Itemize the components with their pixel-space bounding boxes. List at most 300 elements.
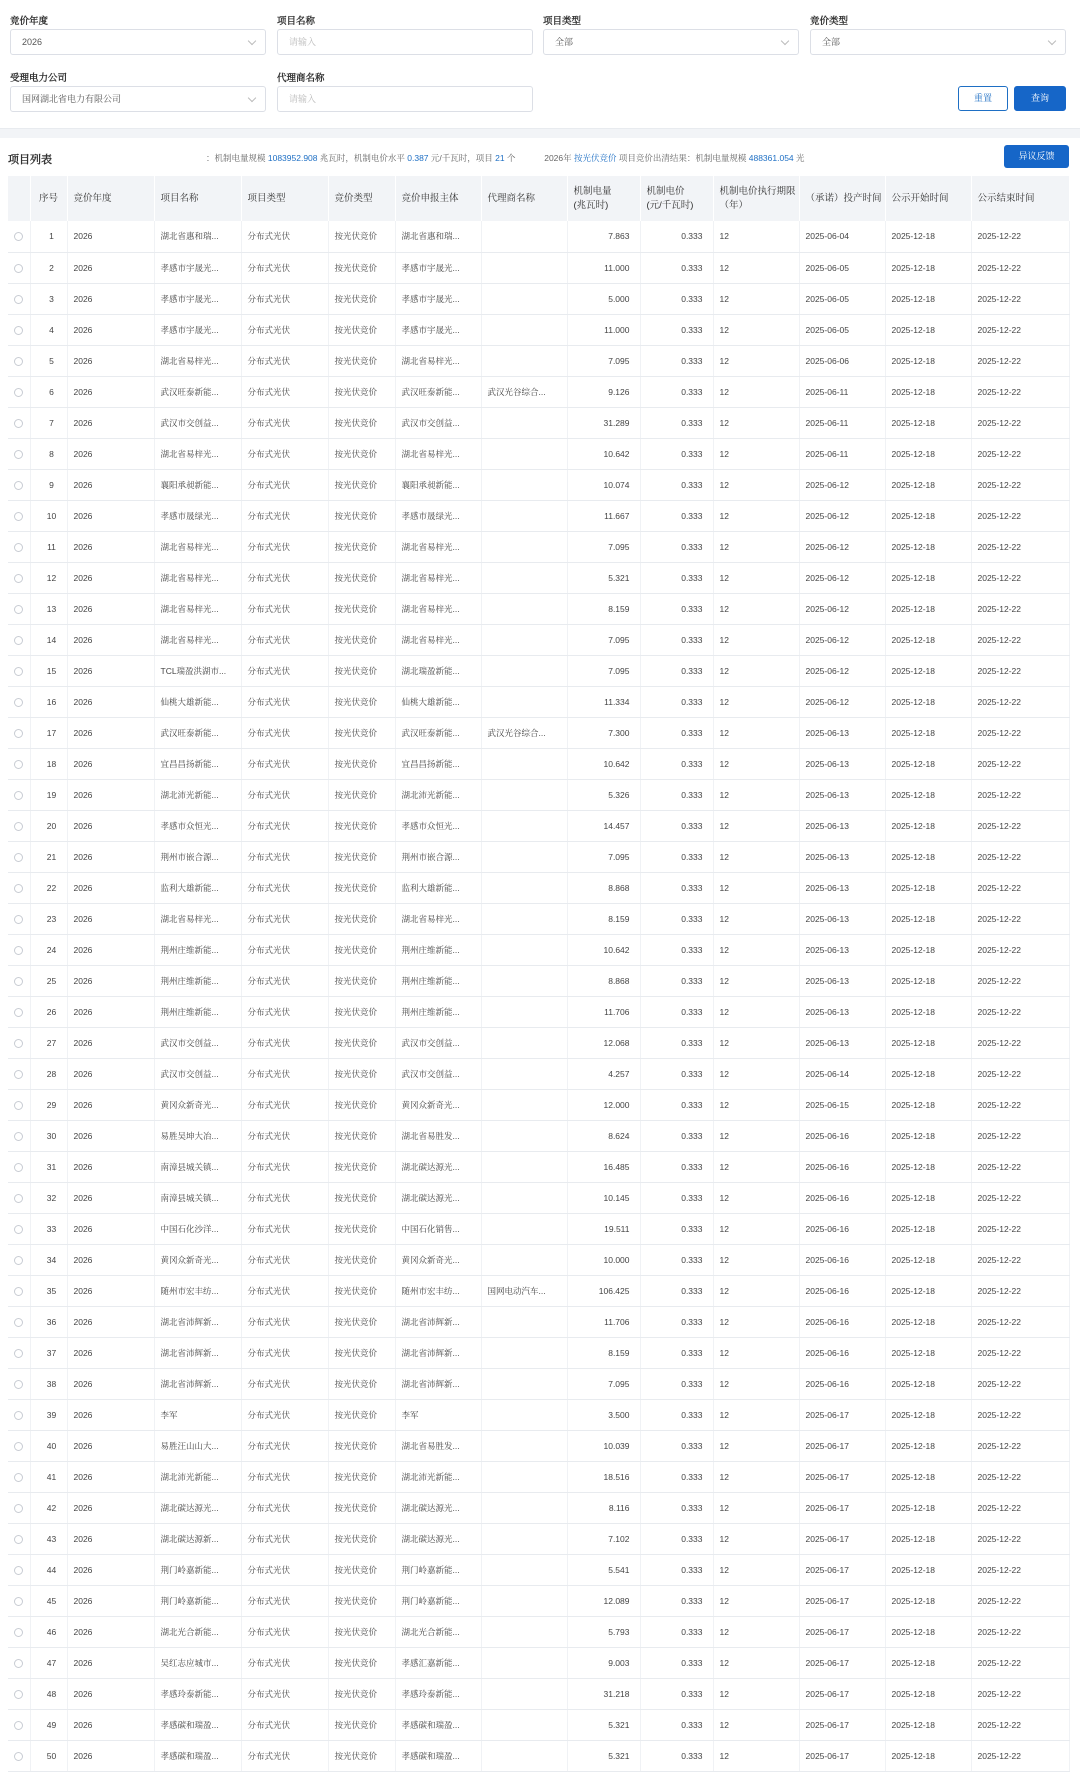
table-row[interactable]	[8, 1027, 1069, 1058]
cell-publicity-start: 2025-12-18	[885, 1492, 971, 1523]
table-row[interactable]	[8, 562, 1069, 593]
cell-price: 0.333	[640, 1368, 713, 1399]
cell-publicity-end: 2025-12-22	[971, 686, 1069, 717]
row-select-radio[interactable]	[14, 729, 23, 738]
cell-bid-type: 按光伏竞价	[328, 283, 395, 314]
table-row[interactable]	[8, 1616, 1069, 1647]
cell-agent	[481, 1430, 567, 1461]
cell-commission-date: 2025-06-16	[799, 1275, 885, 1306]
agent-name-input[interactable]: 请输入	[277, 86, 533, 112]
cell-agent	[481, 1089, 567, 1120]
cell-project-name: 湖北碳达源光...	[154, 1492, 241, 1523]
cell-volume: 7.095	[567, 345, 640, 376]
table-row[interactable]	[8, 500, 1069, 531]
row-select-radio[interactable]	[14, 1628, 23, 1637]
cell-term: 12	[713, 469, 799, 500]
table-row[interactable]	[8, 469, 1069, 500]
row-select-radio[interactable]	[14, 667, 23, 676]
row-select-radio[interactable]	[14, 636, 23, 645]
cell-publicity-start: 2025-12-18	[885, 965, 971, 996]
cell-year: 2026	[67, 996, 154, 1027]
row-select-radio[interactable]	[14, 1566, 23, 1575]
row-select-radio[interactable]	[14, 481, 23, 490]
row-radio-cell	[8, 717, 30, 748]
cell-project-type: 分布式光伏	[241, 779, 328, 810]
cell-bidder: 李军	[395, 1399, 481, 1430]
cell-price: 0.333	[640, 872, 713, 903]
cell-seq: 48	[30, 1678, 67, 1709]
table-row[interactable]	[8, 1120, 1069, 1151]
cell-bid-type: 按光伏竞价	[328, 779, 395, 810]
row-radio-cell	[8, 903, 30, 934]
row-select-radio[interactable]	[14, 1349, 23, 1358]
table-row[interactable]	[8, 1151, 1069, 1182]
cell-bidder: 孝感汇嘉新能...	[395, 1647, 481, 1678]
table-row[interactable]	[8, 686, 1069, 717]
cell-bid-type: 按光伏竞价	[328, 500, 395, 531]
cell-project-name: 武汉市交创益...	[154, 407, 241, 438]
cell-project-name: 易胜汪山山大...	[154, 1430, 241, 1461]
cell-seq: 36	[30, 1306, 67, 1337]
cell-seq: 35	[30, 1275, 67, 1306]
cell-project-name: 湖北省易梓光...	[154, 345, 241, 376]
cell-commission-date: 2025-06-16	[799, 1244, 885, 1275]
cell-agent	[481, 903, 567, 934]
table-row[interactable]	[8, 314, 1069, 345]
cell-project-type: 分布式光伏	[241, 1275, 328, 1306]
cell-project-name: 湖北省惠和瑞...	[154, 221, 241, 252]
table-row[interactable]	[8, 283, 1069, 314]
cell-year: 2026	[67, 686, 154, 717]
row-select-radio[interactable]	[14, 419, 23, 428]
cell-publicity-end: 2025-12-22	[971, 1461, 1069, 1492]
row-radio-cell	[8, 1089, 30, 1120]
cell-publicity-end: 2025-12-22	[971, 1678, 1069, 1709]
cell-price: 0.333	[640, 1554, 713, 1585]
table-row[interactable]	[8, 1492, 1069, 1523]
cell-bidder: 湖北省易梓光...	[395, 593, 481, 624]
list-summary	[206, 152, 805, 164]
cell-bidder: 湖北光合新能...	[395, 1616, 481, 1647]
row-radio-cell	[8, 1151, 30, 1182]
summary-result-volume: 488361.054	[748, 153, 794, 163]
cell-seq: 26	[30, 996, 67, 1027]
cell-project-type: 分布式光伏	[241, 1678, 328, 1709]
summary-text: 兆瓦时，机制电价水平	[317, 153, 408, 163]
cell-bid-type: 按光伏竞价	[328, 1058, 395, 1089]
table-row[interactable]	[8, 655, 1069, 686]
cell-price: 0.333	[640, 810, 713, 841]
table-row[interactable]	[8, 717, 1069, 748]
project-type-select[interactable]	[543, 29, 799, 55]
row-select-radio[interactable]	[14, 1225, 23, 1234]
cell-publicity-end: 2025-12-22	[971, 1523, 1069, 1554]
cell-bid-type: 按光伏竞价	[328, 252, 395, 283]
cell-publicity-start: 2025-12-18	[885, 810, 971, 841]
cell-volume: 8.624	[567, 1120, 640, 1151]
cell-commission-date: 2025-06-13	[799, 996, 885, 1027]
row-select-radio[interactable]	[14, 605, 23, 614]
row-select-radio[interactable]	[14, 543, 23, 552]
cell-project-name: 湖北沛光新能...	[154, 779, 241, 810]
cell-project-name: 孝感市宇晟光...	[154, 283, 241, 314]
table-row[interactable]	[8, 1337, 1069, 1368]
project-table	[8, 176, 1070, 1772]
cell-seq: 5	[30, 345, 67, 376]
cell-publicity-end: 2025-12-22	[971, 1089, 1069, 1120]
row-select-radio[interactable]	[14, 884, 23, 893]
row-select-radio[interactable]	[14, 1194, 23, 1203]
row-select-radio[interactable]	[14, 1411, 23, 1420]
cell-commission-date: 2025-06-04	[799, 221, 885, 252]
table-row[interactable]	[8, 965, 1069, 996]
table-row[interactable]	[8, 438, 1069, 469]
row-select-radio[interactable]	[14, 1039, 23, 1048]
cell-project-type: 分布式光伏	[241, 934, 328, 965]
table-row[interactable]	[8, 624, 1069, 655]
row-select-radio[interactable]	[14, 295, 23, 304]
cell-agent	[481, 841, 567, 872]
table-row[interactable]	[8, 1430, 1069, 1461]
row-select-radio[interactable]	[14, 1752, 23, 1761]
cell-agent: 武汉光谷综合...	[481, 376, 567, 407]
row-radio-cell	[8, 686, 30, 717]
table-row[interactable]	[8, 1585, 1069, 1616]
row-select-radio[interactable]	[14, 357, 23, 366]
cell-commission-date: 2025-06-11	[799, 376, 885, 407]
feedback-button[interactable]: 异议反馈	[1004, 145, 1069, 168]
table-row[interactable]	[8, 1678, 1069, 1709]
row-radio-cell	[8, 810, 30, 841]
cell-commission-date: 2025-06-13	[799, 872, 885, 903]
cell-term: 12	[713, 1430, 799, 1461]
cell-term: 12	[713, 1554, 799, 1585]
table-row[interactable]	[8, 1368, 1069, 1399]
cell-volume: 7.095	[567, 655, 640, 686]
cell-commission-date: 2025-06-16	[799, 1213, 885, 1244]
cell-publicity-end: 2025-12-22	[971, 469, 1069, 500]
row-radio-cell	[8, 345, 30, 376]
cell-commission-date: 2025-06-17	[799, 1461, 885, 1492]
cell-project-name: 南漳县城关镇...	[154, 1151, 241, 1182]
table-row[interactable]	[8, 593, 1069, 624]
row-radio-cell	[8, 407, 30, 438]
table-row[interactable]	[8, 1709, 1069, 1740]
cell-commission-date: 2025-06-17	[799, 1554, 885, 1585]
cell-bidder: 孝感市晟绿光...	[395, 500, 481, 531]
cell-publicity-start: 2025-12-18	[885, 996, 971, 1027]
company-select[interactable]	[10, 86, 266, 112]
cell-bidder: 孝感市宇晟光...	[395, 283, 481, 314]
cell-price: 0.333	[640, 934, 713, 965]
bid-type-select[interactable]	[810, 29, 1066, 55]
cell-publicity-end: 2025-12-22	[971, 1058, 1069, 1089]
cell-commission-date: 2025-06-12	[799, 686, 885, 717]
cell-publicity-end: 2025-12-22	[971, 1709, 1069, 1740]
cell-project-name: 中国石化沙洋...	[154, 1213, 241, 1244]
table-row[interactable]	[8, 872, 1069, 903]
query-button[interactable]: 查询	[1014, 86, 1066, 111]
cell-publicity-start: 2025-12-18	[885, 717, 971, 748]
cell-volume: 3.500	[567, 1399, 640, 1430]
row-select-radio[interactable]	[14, 512, 23, 521]
table-row[interactable]	[8, 1306, 1069, 1337]
table-row[interactable]	[8, 1647, 1069, 1678]
cell-publicity-start: 2025-12-18	[885, 934, 971, 965]
row-select-radio[interactable]	[14, 1287, 23, 1296]
cell-term: 12	[713, 376, 799, 407]
row-select-radio[interactable]	[14, 326, 23, 335]
cell-agent	[481, 283, 567, 314]
row-select-radio[interactable]	[14, 1504, 23, 1513]
cell-year: 2026	[67, 1089, 154, 1120]
table-row[interactable]	[8, 407, 1069, 438]
cell-project-type: 分布式光伏	[241, 1585, 328, 1616]
cell-publicity-start: 2025-12-18	[885, 1275, 971, 1306]
cell-price: 0.333	[640, 1337, 713, 1368]
row-select-radio[interactable]	[14, 822, 23, 831]
row-radio-cell	[8, 1461, 30, 1492]
cell-volume: 11.334	[567, 686, 640, 717]
cell-bid-type: 按光伏竞价	[328, 1027, 395, 1058]
cell-year: 2026	[67, 903, 154, 934]
cell-project-name: 湖北光合新能...	[154, 1616, 241, 1647]
cell-publicity-end: 2025-12-22	[971, 1306, 1069, 1337]
cell-price: 0.333	[640, 283, 713, 314]
cell-agent	[481, 562, 567, 593]
row-select-radio[interactable]	[14, 915, 23, 924]
cell-seq: 22	[30, 872, 67, 903]
cell-project-type: 分布式光伏	[241, 562, 328, 593]
cell-bid-type: 按光伏竞价	[328, 1585, 395, 1616]
cell-publicity-end: 2025-12-22	[971, 1368, 1069, 1399]
row-select-radio[interactable]	[14, 1597, 23, 1606]
table-row[interactable]	[8, 1213, 1069, 1244]
table-row[interactable]	[8, 779, 1069, 810]
cell-project-name: 南漳县城关镇...	[154, 1182, 241, 1213]
cell-agent	[481, 252, 567, 283]
table-row[interactable]	[8, 252, 1069, 283]
table-row[interactable]	[8, 1244, 1069, 1275]
cell-bidder: 孝感玲泰新能...	[395, 1678, 481, 1709]
cell-year: 2026	[67, 407, 154, 438]
cell-bidder: 湖北碳达源光...	[395, 1151, 481, 1182]
cell-bid-type: 按光伏竞价	[328, 965, 395, 996]
cell-bidder: 孝感市宇晟光...	[395, 252, 481, 283]
row-select-radio[interactable]	[14, 1318, 23, 1327]
cell-volume: 16.485	[567, 1151, 640, 1182]
row-select-radio[interactable]	[14, 232, 23, 241]
year-select[interactable]	[10, 29, 266, 55]
row-select-radio[interactable]	[14, 264, 23, 273]
table-row[interactable]	[8, 1554, 1069, 1585]
project-name-input[interactable]: 请输入	[277, 29, 533, 55]
cell-publicity-end: 2025-12-22	[971, 1740, 1069, 1771]
row-select-radio[interactable]	[14, 977, 23, 986]
summary-volume: 1083952.908	[267, 153, 318, 163]
cell-agent	[481, 1709, 567, 1740]
row-select-radio[interactable]	[14, 1535, 23, 1544]
cell-publicity-end: 2025-12-22	[971, 1585, 1069, 1616]
cell-project-name: 荆州庄维新能...	[154, 996, 241, 1027]
reset-button[interactable]: 重置	[958, 86, 1008, 111]
table-row[interactable]	[8, 810, 1069, 841]
cell-bidder: 孝感碳和瑞盈...	[395, 1709, 481, 1740]
cell-term: 12	[713, 810, 799, 841]
table-row[interactable]	[8, 531, 1069, 562]
summary-text: 项目竞价出清结果：机制电量规模	[616, 153, 749, 163]
cell-bidder: 黄冈众新奇光...	[395, 1244, 481, 1275]
cell-year: 2026	[67, 562, 154, 593]
cell-commission-date: 2025-06-16	[799, 1337, 885, 1368]
table-row[interactable]	[8, 1399, 1069, 1430]
cell-seq: 45	[30, 1585, 67, 1616]
cell-bid-type: 按光伏竞价	[328, 562, 395, 593]
chevron-down-icon	[248, 37, 256, 45]
row-select-radio[interactable]	[14, 1070, 23, 1079]
cell-project-type: 分布式光伏	[241, 624, 328, 655]
cell-publicity-end: 2025-12-22	[971, 407, 1069, 438]
cell-bid-type: 按光伏竞价	[328, 1678, 395, 1709]
cell-publicity-end: 2025-12-22	[971, 1554, 1069, 1585]
cell-bidder: 仙桃大雄新能...	[395, 686, 481, 717]
table-row[interactable]	[8, 1523, 1069, 1554]
row-select-radio[interactable]	[14, 1659, 23, 1668]
cell-price: 0.333	[640, 717, 713, 748]
row-radio-cell	[8, 1182, 30, 1213]
row-radio-cell	[8, 841, 30, 872]
row-radio-cell	[8, 562, 30, 593]
cell-project-type: 分布式光伏	[241, 252, 328, 283]
cell-agent	[481, 624, 567, 655]
cell-seq: 47	[30, 1647, 67, 1678]
table-row[interactable]	[8, 345, 1069, 376]
cell-publicity-start: 2025-12-18	[885, 1585, 971, 1616]
cell-price: 0.333	[640, 1647, 713, 1678]
table-row[interactable]	[8, 376, 1069, 407]
cell-project-name: 湖北省沛辉新...	[154, 1337, 241, 1368]
row-select-radio[interactable]	[14, 946, 23, 955]
cell-term: 12	[713, 934, 799, 965]
cell-volume: 10.000	[567, 1244, 640, 1275]
row-select-radio[interactable]	[14, 791, 23, 800]
cell-bidder: 湖北瑞盈新能...	[395, 655, 481, 686]
row-select-radio[interactable]	[14, 574, 23, 583]
summary-count: 21	[495, 153, 505, 163]
row-select-radio[interactable]	[14, 1256, 23, 1265]
table-row[interactable]	[8, 221, 1069, 252]
table-row[interactable]	[8, 1058, 1069, 1089]
cell-project-name: 孝感市晟绿光...	[154, 500, 241, 531]
cell-price: 0.333	[640, 469, 713, 500]
row-select-radio[interactable]	[14, 1101, 23, 1110]
cell-seq: 29	[30, 1089, 67, 1120]
cell-volume: 7.095	[567, 841, 640, 872]
table-row[interactable]	[8, 1089, 1069, 1120]
cell-commission-date: 2025-06-17	[799, 1523, 885, 1554]
table-row[interactable]	[8, 1461, 1069, 1492]
cell-seq: 49	[30, 1709, 67, 1740]
row-select-radio[interactable]	[14, 1008, 23, 1017]
row-radio-cell	[8, 965, 30, 996]
cell-bid-type: 按光伏竞价	[328, 1337, 395, 1368]
cell-project-name: 湖北省沛辉新...	[154, 1306, 241, 1337]
chevron-down-icon	[781, 37, 789, 45]
cell-commission-date: 2025-06-05	[799, 314, 885, 345]
row-select-radio[interactable]	[14, 1473, 23, 1482]
cell-year: 2026	[67, 655, 154, 686]
row-select-radio[interactable]	[14, 388, 23, 397]
cell-seq: 6	[30, 376, 67, 407]
cell-publicity-end: 2025-12-22	[971, 1399, 1069, 1430]
table-row[interactable]	[8, 1182, 1069, 1213]
row-radio-cell	[8, 1368, 30, 1399]
cell-price: 0.333	[640, 1244, 713, 1275]
cell-project-type: 分布式光伏	[241, 1027, 328, 1058]
summary-bid-type: 按光伏竞价	[574, 153, 617, 163]
cell-year: 2026	[67, 1058, 154, 1089]
cell-publicity-start: 2025-12-18	[885, 624, 971, 655]
table-row[interactable]	[8, 1275, 1069, 1306]
year-label: 竞价年度	[10, 16, 49, 27]
cell-price: 0.333	[640, 624, 713, 655]
bid-type-label: 竞价类型	[810, 16, 849, 27]
cell-term: 12	[713, 221, 799, 252]
row-select-radio[interactable]	[14, 853, 23, 862]
cell-price: 0.333	[640, 1399, 713, 1430]
row-select-radio[interactable]	[14, 1380, 23, 1389]
filter-panel	[0, 0, 1080, 128]
cell-price: 0.333	[640, 1120, 713, 1151]
table-row[interactable]	[8, 903, 1069, 934]
table-row[interactable]	[8, 1740, 1069, 1771]
table-row[interactable]	[8, 841, 1069, 872]
row-select-radio[interactable]	[14, 1690, 23, 1699]
row-select-radio[interactable]	[14, 1132, 23, 1141]
cell-publicity-start: 2025-12-18	[885, 1740, 971, 1771]
row-select-radio[interactable]	[14, 1721, 23, 1730]
column-header-year: 竞价年度	[67, 176, 154, 221]
cell-volume: 10.642	[567, 934, 640, 965]
cell-bidder: 湖北省沛辉新...	[395, 1337, 481, 1368]
table-row[interactable]	[8, 934, 1069, 965]
cell-bidder: 荆州庄维新能...	[395, 996, 481, 1027]
row-select-radio[interactable]	[14, 1442, 23, 1451]
cell-year: 2026	[67, 345, 154, 376]
cell-bidder: 孝感市宇晟光...	[395, 314, 481, 345]
table-row[interactable]	[8, 748, 1069, 779]
cell-term: 12	[713, 562, 799, 593]
row-select-radio[interactable]	[14, 1163, 23, 1172]
table-row[interactable]	[8, 996, 1069, 1027]
summary-text: 2026年	[544, 153, 574, 163]
cell-publicity-start: 2025-12-18	[885, 500, 971, 531]
cell-project-name: 武汉旺泰新能...	[154, 717, 241, 748]
cell-bidder: 湖北沛光新能...	[395, 779, 481, 810]
cell-bid-type: 按光伏竞价	[328, 1368, 395, 1399]
row-select-radio[interactable]	[14, 760, 23, 769]
cell-price: 0.333	[640, 1709, 713, 1740]
cell-commission-date: 2025-06-11	[799, 407, 885, 438]
row-select-radio[interactable]	[14, 698, 23, 707]
cell-seq: 24	[30, 934, 67, 965]
row-select-radio[interactable]	[14, 450, 23, 459]
row-radio-cell	[8, 438, 30, 469]
cell-bid-type: 按光伏竞价	[328, 1616, 395, 1647]
cell-project-name: 李军	[154, 1399, 241, 1430]
cell-project-name: 仙桃大雄新能...	[154, 686, 241, 717]
cell-bid-type: 按光伏竞价	[328, 1151, 395, 1182]
